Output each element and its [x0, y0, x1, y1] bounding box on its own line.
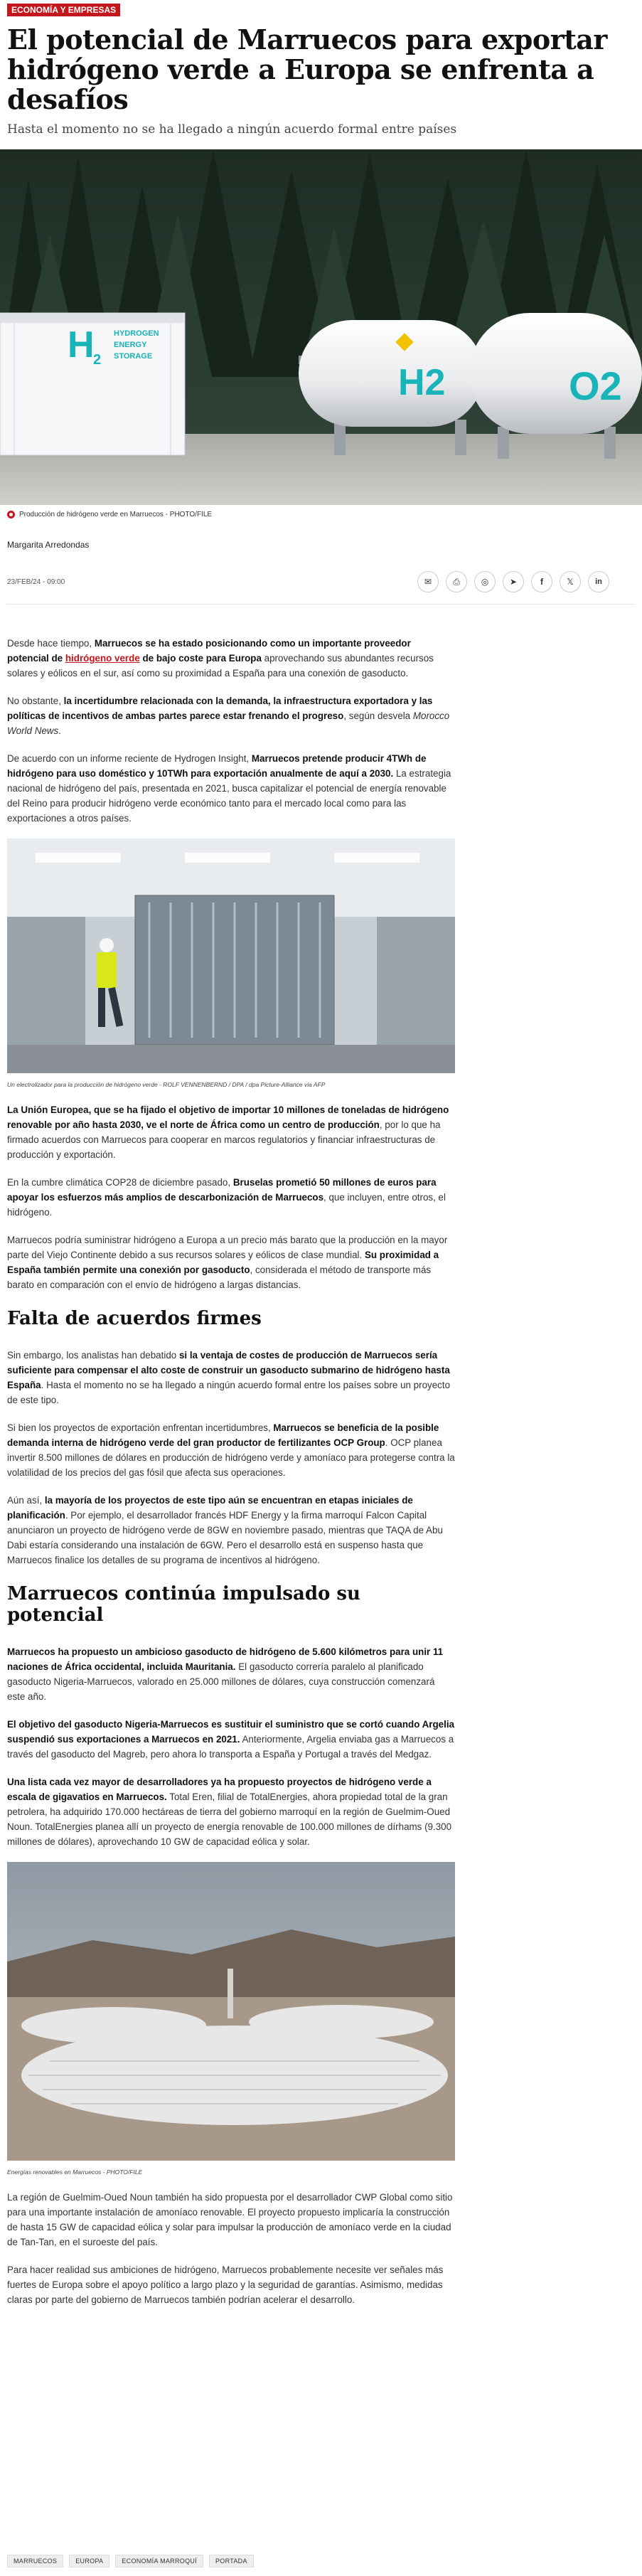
section-heading: Falta de acuerdos firmes: [7, 1308, 262, 1329]
svg-text:2: 2: [93, 352, 102, 368]
electrolyzer-illustration: [7, 839, 455, 1073]
publish-date: 23/FEB/24 - 09:00: [7, 578, 65, 586]
mail-icon[interactable]: ✉: [417, 571, 439, 592]
tag-item[interactable]: PORTADA: [209, 2555, 254, 2567]
tag-item[interactable]: MARRUECOS: [7, 2555, 63, 2567]
paragraph: El objetivo del gasoducto Nigeria-Marruecos es sustituir el suministro que se cortó cuando Argelia suspendió sus exportaciones a Marruecos en 2021. Anteriormente, Argelia enviaba gas a Marruecos a través del gasoducto del Magreb, pero ahora lo transporta a España y Portugal a través del Medgaz.: [7, 1719, 455, 1760]
headline: El potencial de Marruecos para exportar hidrógeno verde a Europa se enfrenta a desafíos: [7, 23, 607, 115]
paragraph: Si bien los proyectos de exportación enfrentan incertidumbres, Marruecos se beneficia de la posible demanda interna de hidrógeno verde del gran productor de fertilizantes OCP Group. OCP planea invertir 8.500 millones de dólares en producción de hidrógeno verde y amoníaco para protegerse contra la volatilidad de los precios del gas fósil que afecta sus operaciones.: [7, 1422, 455, 1478]
linkedin-icon[interactable]: in: [588, 571, 609, 592]
section-tag[interactable]: ECONOMÍA Y EMPRESAS: [7, 4, 120, 16]
paragraph: La región de Guelmim-Oued Noun también ha sido propuesta por el desarrollador CWP Global como sitio para una importante instalación de amoníaco renovable. El proyecto propuesto implicaría la construcción de hasta 15 GW de capacidad eólica y solar para impulsar la producción de amoníaco verde en la ciudad de Tan-Tan, en el suroeste del país.: [7, 2192, 453, 2247]
divider: [7, 604, 635, 605]
tag-list: [7, 2555, 254, 2567]
paragraph: Marruecos podría suministrar hidrógeno a Europa a un precio más barato que la producción en la mayor parte del Viejo Continente debido a sus recursos solares y eólicos de clase mundial. Su proximidad a España también permite una conexión por gasoducto, considerada el método de transporte más barato en comparación con el envío de hidrógeno a largas distancias.: [7, 1235, 448, 1290]
figure-caption: Energías renovables en Marruecos - PHOTO/FILE: [7, 2168, 143, 2176]
print-icon[interactable]: ⎙: [446, 571, 467, 592]
paragraph: De acuerdo con un informe reciente de Hydrogen Insight, Marruecos pretende producir 4TWh de hidrógeno para uso doméstico y 10TWh para exportación anualmente de aquí a 2030. La estrategia nacional de hidrógeno del país, presentada en 2021, busca capitalizar el potencial de energía renovable del Reino para producir hidrógeno verde económico tanto para el mercado local como para las exportaciones a otros países.: [7, 753, 451, 824]
share-bar: [417, 571, 609, 592]
whatsapp-icon[interactable]: ◎: [474, 571, 496, 592]
svg-text:H2: H2: [398, 362, 446, 403]
author-name[interactable]: Margarita Arredondas: [7, 540, 90, 550]
figure-caption: Un electrolizador para la producción de hidrógeno verde - ROLF VENNENBERND / DPA / dpa Picture-Alliance via AFP: [7, 1081, 326, 1088]
facebook-icon[interactable]: f: [531, 571, 552, 592]
hero-illustration: [0, 149, 642, 505]
tag-item[interactable]: EUROPA: [69, 2555, 109, 2567]
figure-solar: [7, 1862, 455, 2176]
hero-image: [0, 149, 642, 505]
tag-item[interactable]: ECONOMÍA MARROQUÍ: [115, 2555, 203, 2567]
svg-text:H: H: [68, 324, 95, 366]
paragraph: Desde hace tiempo, Marruecos se ha estado posicionando como un importante proveedor potencial de hidrógeno verde de bajo coste para Europa aprovechando sus abundantes recursos solares y eólicos en el sur, así como su proximidad a España para una conexión de gasoducto.: [7, 638, 434, 678]
svg-text:STORAGE: STORAGE: [114, 352, 153, 361]
paragraph: Una lista cada vez mayor de desarrolladores ya ha propuesto proyectos de hidrógeno verde a escala de gigavatios en Marruecos. Total Eren, filial de TotalEnergies, ahora propiedad total de la gran petrolera, ha adquirido 170.000 hectáreas de tierra del gobierno marroquí en la región de Guelmim-Oued Noun. TotalEnergies planea allí un proyecto de energía renovable de 100.000 millones de dírhams (9.300 millones de dólares), aprovechando 10 GW de capacidad eólica y solar.: [7, 1777, 452, 1847]
svg-text:ENERGY: ENERGY: [114, 341, 147, 349]
subheadline: Hasta el momento no se ha llegado a ningún acuerdo formal entre países: [7, 122, 457, 137]
paragraph: En la cumbre climática COP28 de diciembre pasado, Bruselas prometió 50 millones de euros para apoyar los esfuerzos más amplios de descarbonización de Marruecos, que incluyen, entre otros, el hidrógeno.: [7, 1177, 446, 1218]
camera-icon: [7, 511, 15, 518]
meta-row: [7, 571, 635, 592]
paragraph: Marruecos ha propuesto un ambicioso gasoducto de hidrógeno de 5.600 kilómetros para unir 11 naciones de África occidental, incluida Mauritania. El gasoducto correría paralelo al planificado gasoducto Nigeria-Marruecos, valorado en 25.000 millones de dólares, cuya construcción comenzará este año.: [7, 1646, 444, 1702]
hero-caption: [7, 511, 635, 518]
solar-illustration: [7, 1862, 455, 2161]
svg-text:HYDROGEN: HYDROGEN: [114, 329, 159, 338]
paragraph: La Unión Europea, que se ha fijado el objetivo de importar 10 millones de toneladas de hidrógeno renovable por año hasta 2030, ve el norte de África como un centro de producción, por lo que ha firmado acuerdos con Marruecos para cooperar en marcos regulatorios y financiar infraestructuras de producción y exportación.: [7, 1105, 449, 1160]
paragraph: Aún así, la mayoría de los proyectos de este tipo aún se encuentran en etapas iniciales de planificación. Por ejemplo, el desarrollador francés HDF Energy y la firma marroquí Falcon Capital anunciaron un proyecto de hidrógeno verde de 8GW en noviembre pasado, mientras que TAQA de Abu Dabi estaría considerando una instalación de 6GW. Pero el desarrollo está en suspenso hasta que Marruecos finalice los detalles de su programa de incentivos al hidrógeno.: [7, 1495, 443, 1565]
paragraph: No obstante, la incertidumbre relacionada con la demanda, la infraestructura exportadora y las políticas de incentivos de ambas partes parece estar frenando el progreso, según desvela Morocco World News.: [7, 696, 450, 736]
paragraph: Sin embargo, los analistas han debatido si la ventaja de costes de producción de Marruecos sería suficiente para compensar el alto coste de construir un gasoducto submarino de hidrógeno hasta España. Hasta el momento no se ha llegado a ningún acuerdo formal entre los países sobre un proyecto de este tipo.: [7, 1350, 451, 1405]
article-body: [7, 636, 455, 2307]
figure-electrolyzer: [7, 839, 455, 1088]
x-icon[interactable]: 𝕏: [560, 571, 581, 592]
paragraph: Para hacer realidad sus ambiciones de hidrógeno, Marruecos probablemente necesite ver señales más fuertes de Europa sobre el apoyo político a largo plazo y la seguridad de garantías. Asimismo, medidas claras por parte del gobierno de Marruecos también podrían acelerar el desarrollo.: [7, 2264, 444, 2305]
inline-link[interactable]: hidrógeno verde: [65, 653, 140, 664]
telegram-icon[interactable]: ➤: [503, 571, 524, 592]
hero-caption-text: Producción de hidrógeno verde en Marruecos - PHOTO/FILE: [19, 511, 213, 518]
svg-text:O2: O2: [569, 363, 622, 408]
solar-image: [7, 1862, 455, 2164]
section-heading: Marruecos continúa impulsado su potencial: [7, 1583, 360, 1626]
electrolyzer-image: [7, 839, 455, 1077]
